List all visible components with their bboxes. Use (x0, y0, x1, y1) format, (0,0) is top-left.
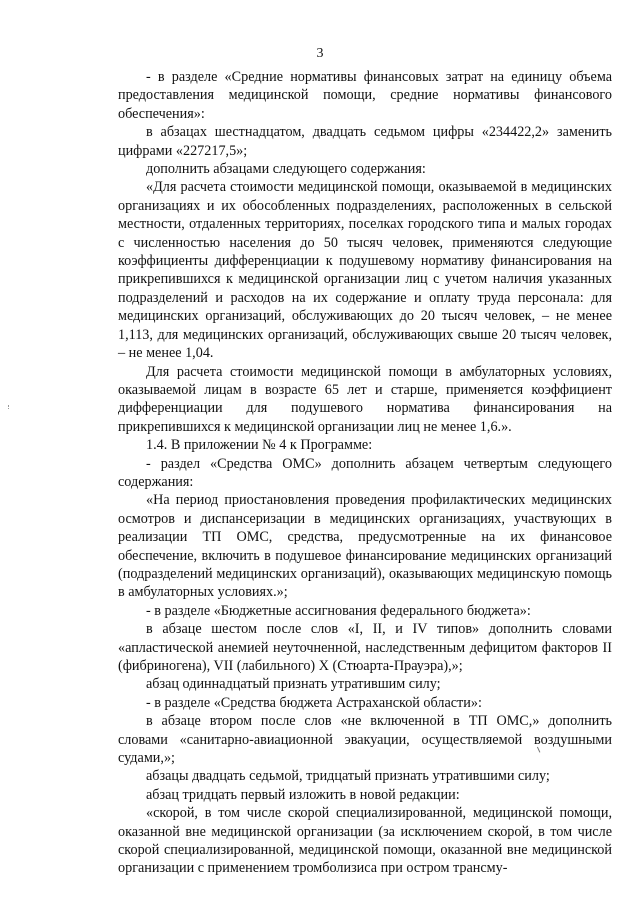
paragraph: - в разделе «Средства бюджета Астраханской области»: (146, 694, 482, 711)
page-number: 3 (316, 46, 324, 61)
paragraph: абзац одиннадцатый признать утратившим силу; (146, 676, 441, 693)
paragraph: абзацы двадцать седьмой, тридцатый признать утратившими силу; (146, 768, 550, 785)
paragraph: «скорой, в том числе скорой специализированной, медицинской помощи, оказанной вне медицинской организации (за исключением скорой, в том числе скорой специализированной, медицинской помощи, оказанной вне медицинской организации с применением тромболизиса при остром трансму- (118, 805, 612, 877)
paragraph: в абзаце втором после слов «не включенной в ТП ОМС,» дополнить словами «санитарно-авиационной эвакуации, осуществляемой воздушными судами,»; (118, 713, 612, 767)
paragraph: - раздел «Средства ОМС» дополнить абзацем четвертым следующего содержания: (118, 455, 612, 490)
paragraph: «На период приостановления проведения профилактических медицинских осмотров и диспансеризации в медицинских организациях, участвующих в реализации ТП ОМС, средства, предусмотренные на их финансовое обеспечение, включить в подушевое финансирование медицинских организаций (подразделений медицинских организаций), оказывающих медицинскую помощь в амбулаторных условиях.»; (118, 492, 612, 601)
document-body (118, 68, 612, 878)
paragraph: - в разделе «Средние нормативы финансовых затрат на единицу объема предоставления медицинской помощи, средние нормативы финансового обеспечения»: (118, 69, 612, 122)
paragraph: - в разделе «Бюджетные ассигнования федерального бюджета»: (146, 602, 531, 619)
paragraph: «Для расчета стоимости медицинской помощи, оказываемой в медицинских организациях и их обособленных подразделениях, расположенных в сельской местности, отдаленных территориях, поселках городского типа и малых городах с численностью населения до 50 тысяч человек, применяются следующие коэффициенты дифференциации к подушевому нормативу финансирования на прикрепившихся к медицинской организации лиц с учетом наличия указанных подразделений и расходов на их содержание и оплату труда персонала: для медицинских организаций, обслуживающих до 20 тысяч человек, – не менее 1,113, для медицинских организаций, обслуживающих свыше 20 тысяч человек, – не менее 1,04. (118, 179, 612, 362)
paragraph: в абзаце шестом после слов «I, II, и IV типов» дополнить словами «апластической анемией неуточненной, наследственным дефицитом факторов II (фибриногена), VII (лабильного) X (Стюарта-Прауэра),»; (118, 621, 612, 674)
paragraph: дополнить абзацами следующего содержания: (146, 161, 426, 178)
section-heading: 1.4. В приложении № 4 к Программе: (146, 437, 373, 454)
paragraph: Для расчета стоимости медицинской помощи в амбулаторных условиях, оказываемой лицам в возрасте 65 лет и старше, применяется коэффициент дифференциации для подушевого норматива финансирования на прикрепившихся к медицинской организации лиц не менее 1,6.». (118, 363, 612, 435)
scan-speck (8, 405, 13, 409)
paragraph: абзац тридцать первый изложить в новой редакции: (146, 786, 460, 803)
paragraph: в абзацах шестнадцатом, двадцать седьмом цифры «234422,2» заменить цифрами «227217,5»; (118, 124, 612, 159)
